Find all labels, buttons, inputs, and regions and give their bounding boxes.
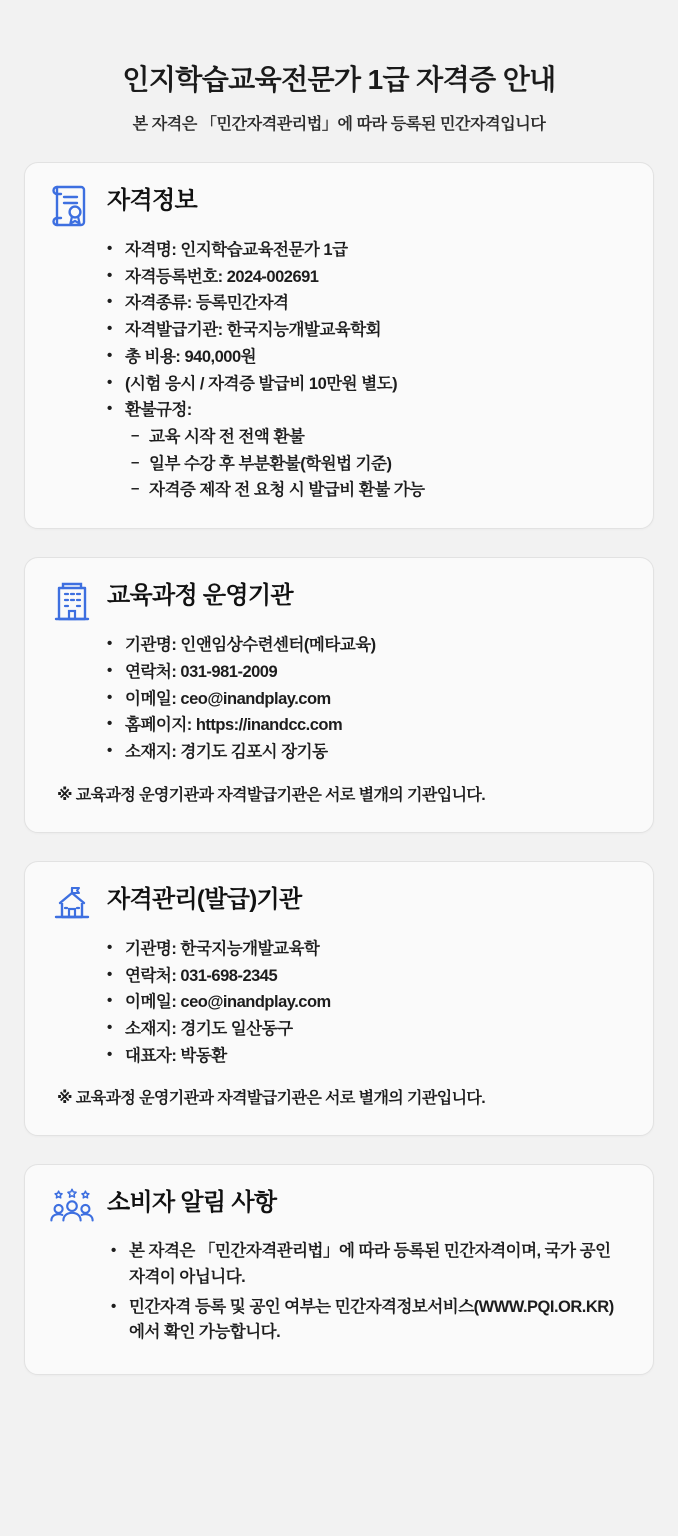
card-note: ※ 교육과정 운영기관과 자격발급기관은 서로 별개의 기관입니다. xyxy=(57,1090,486,1108)
list-item: • 기관명: 한국지능개발교육학 xyxy=(105,936,629,963)
card-item-list xyxy=(49,237,629,504)
list-item xyxy=(105,397,629,504)
list-item: • 소재지: 경기도 일산동구 xyxy=(105,1016,629,1043)
list-item-label: 환불규정: xyxy=(125,401,192,420)
card-header xyxy=(49,884,629,928)
card-certificate-info xyxy=(24,162,654,529)
refund-sublist xyxy=(125,424,629,504)
page-subtitle: 본 자격은 「민간자격관리법」에 따라 등록된 민간자격입니다 xyxy=(132,116,546,133)
list-item: • 자격명: 인지학습교육전문가 1급 xyxy=(105,237,629,264)
list-item: • 자격발급기관: 한국지능개발교육학회 xyxy=(105,317,629,344)
list-item: • 소재지: 경기도 김포시 장기동 xyxy=(105,739,629,766)
card-consumer-notice xyxy=(24,1164,654,1374)
building-icon xyxy=(49,578,95,624)
people-stars-icon xyxy=(49,1185,95,1231)
card-title: 자격정보 xyxy=(107,187,197,214)
page-header xyxy=(24,0,654,134)
list-item: • 민간자격 등록 및 공인 여부는 민간자격정보서비스(WWW.PQI.OR.KR)에서 확인 가능합니다. xyxy=(109,1295,629,1346)
list-item: • 자격종류: 등록민간자격 xyxy=(105,290,629,317)
certificate-icon xyxy=(49,183,95,229)
list-item: • 총 비용: 940,000원 xyxy=(105,344,629,371)
card-title: 교육과정 운영기관 xyxy=(107,582,293,610)
card-certificate-authority xyxy=(24,861,654,1137)
page-title: 인지학습교육전문가 1급 자격증 안내 xyxy=(122,64,556,95)
card-item-list xyxy=(49,936,629,1070)
institution-icon xyxy=(49,882,95,928)
sub-list-item: – 자격증 제작 전 요청 시 발급비 환불 가능 xyxy=(131,477,629,504)
sub-list-item: – 교육 시작 전 전액 환불 xyxy=(131,424,629,451)
card-header xyxy=(49,580,629,624)
card-title: 소비자 알림 사항 xyxy=(107,1189,277,1217)
sub-list-item: – 일부 수강 후 부분환불(학원법 기준) xyxy=(131,451,629,478)
list-item: • 기관명: 인앤임상수련센터(메타교육) xyxy=(105,632,629,659)
list-item: • 연락처: 031-698-2345 xyxy=(105,963,629,990)
card-header xyxy=(49,185,629,229)
list-item: • 이메일: ceo@inandplay.com xyxy=(105,989,629,1016)
list-item: • (시험 응시 / 자격증 발급비 10만원 별도) xyxy=(105,371,629,398)
list-item: • 자격등록번호: 2024-002691 xyxy=(105,264,629,291)
list-item: • 연락처: 031-981-2009 xyxy=(105,659,629,686)
card-item-list xyxy=(49,632,629,766)
card-header xyxy=(49,1187,629,1231)
list-item: • 이메일: ceo@inandplay.com xyxy=(105,686,629,713)
list-item: • 본 자격은 「민간자격관리법」에 따라 등록된 민간자격이며, 국가 공인 자격이 아닙니다. xyxy=(109,1239,629,1290)
card-item-list xyxy=(49,1239,629,1345)
card-title: 자격관리(발급)기관 xyxy=(107,885,302,913)
list-item: • 대표자: 박동환 xyxy=(105,1043,629,1070)
card-note: ※ 교육과정 운영기관과 자격발급기관은 서로 별개의 기관입니다. xyxy=(57,786,486,804)
bottom-spacer xyxy=(24,1375,654,1495)
card-training-operator xyxy=(24,557,654,833)
list-item: • 홈페이지: https://inandcc.com xyxy=(105,712,629,739)
